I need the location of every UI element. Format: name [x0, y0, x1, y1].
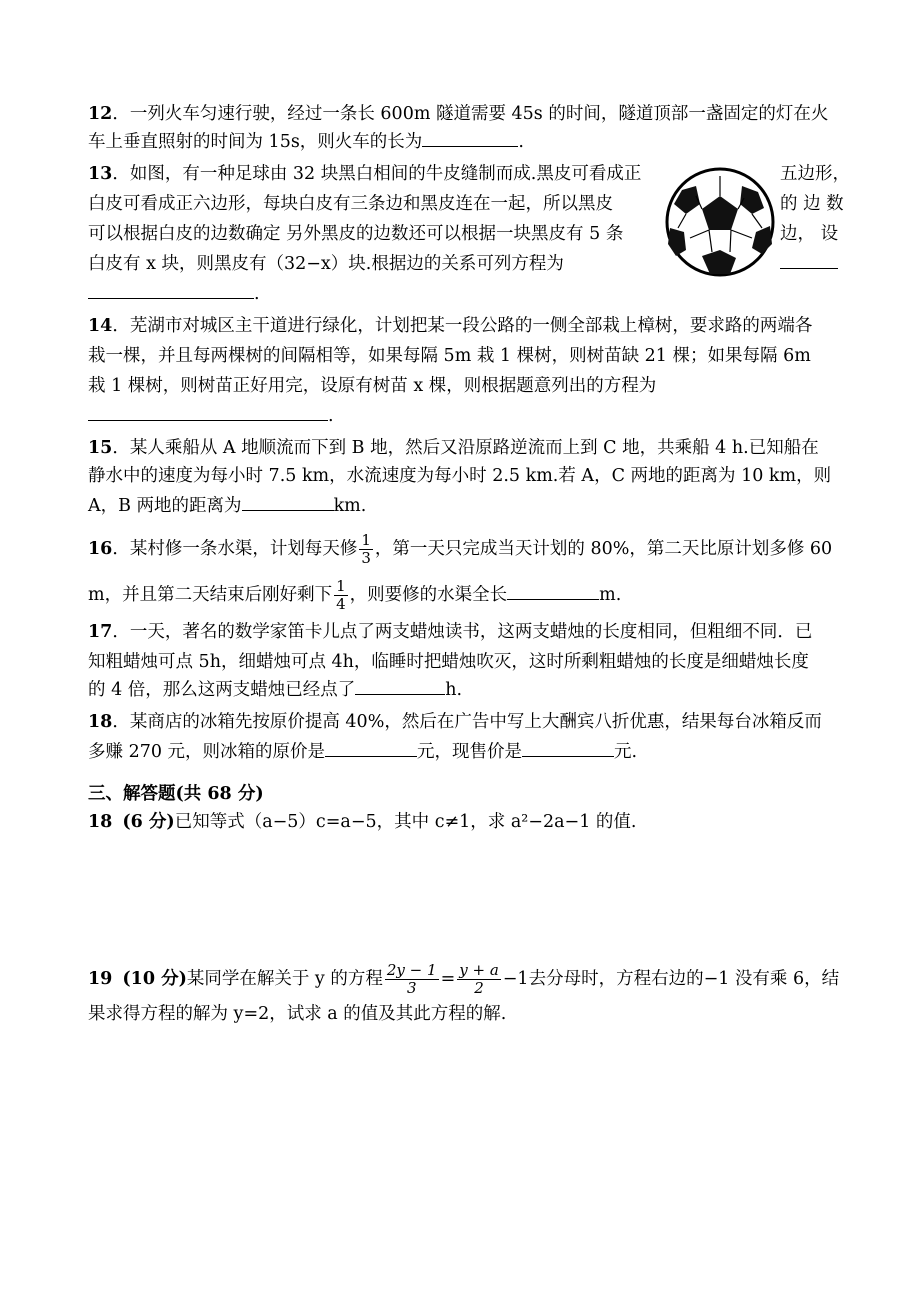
q17-text-3: 的 4 倍，那么这两支蜡烛已经点了	[88, 680, 356, 700]
q13-answer-blank-2[interactable]	[88, 282, 254, 299]
fraction-numerator: 1	[336, 577, 346, 595]
soccer-ball-image	[664, 166, 776, 278]
q15-line-1	[88, 436, 819, 460]
p19-line-2: 果求得方程的解为 y=2，试求 a 的值及其此方程的解.	[88, 1004, 507, 1024]
q14-line-3: 栽 1 棵树，则树苗正好用完，设原有树苗 x 棵，则根据题意列出的方程为	[88, 376, 657, 396]
q18-original-price-blank[interactable]	[325, 740, 417, 757]
q13-text-1: ．如图，有一种足球由 32 块黑白相间的牛皮缝制而成.黑皮可看成正	[112, 164, 642, 184]
q18-text-1: ．某商店的冰箱先按原价提高 40%，然后在广告中写上大酬宾八折优惠，结果每台冰箱反而	[112, 712, 822, 732]
fraction-numerator: y + a	[459, 961, 499, 979]
fraction-numerator: 2y − 1	[386, 961, 437, 979]
q16-unit: m.	[599, 585, 622, 605]
q16-line-1	[88, 532, 832, 567]
equation-fraction-left	[385, 962, 439, 997]
minus-one-term: −1	[502, 969, 529, 989]
q12-line-1	[88, 102, 828, 126]
q13-line-1-right: 五边形，	[780, 164, 850, 184]
q14-line-1	[88, 314, 812, 338]
q17-line-1	[88, 620, 812, 644]
q15-number: 15	[88, 438, 113, 458]
fraction-denominator: 3	[406, 979, 417, 997]
q18-line-1	[88, 710, 822, 734]
q18-text-2b: 元，现售价是	[417, 742, 523, 762]
q16-text-2a: m，并且第二天结束后刚好剩下	[88, 585, 333, 605]
q18-text-2c: 元.	[614, 742, 638, 762]
fraction-one-third	[359, 532, 373, 567]
q15-answer-blank[interactable]	[242, 494, 334, 511]
q15-text-1: ．某人乘船从 A 地顺流而下到 B 地，然后又沿原路逆流而上到 C 地，共乘船 4 h.已知船在	[112, 438, 819, 458]
q13-line-3-right: 边， 设	[780, 224, 839, 244]
q16-number: 16	[88, 539, 113, 559]
q14-text-1: ．芜湖市对城区主干道进行绿化，计划把某一段公路的一侧全部栽上樟树，要求路的两端各	[112, 316, 813, 336]
q15-unit: km.	[333, 496, 367, 516]
q18-current-price-blank[interactable]	[522, 740, 614, 757]
fraction-numerator: 1	[361, 531, 371, 549]
q13-line-4: 白皮有 x 块，则黑皮有（32−x）块.根据边的关系可列方程为	[88, 254, 564, 274]
q13-line-3: 可以根据白皮的边数确定 另外黑皮的边数还可以根据一块黑皮有 5 条	[88, 224, 624, 244]
q16-line-2	[88, 578, 621, 613]
p18-line	[88, 810, 636, 834]
q17-unit: h.	[445, 680, 463, 700]
q16-text-1b: ，第一天只完成当天计划的 80%，第二天比原计划多修 60	[374, 539, 833, 559]
q13-number: 13	[88, 164, 113, 184]
q13-line-5	[88, 282, 260, 306]
q13-line-2-right: 的 边 数	[780, 194, 844, 214]
q13-line-1	[88, 162, 641, 186]
q15-line-3	[88, 494, 366, 518]
p19-text-1b: 去分母时，方程右边的−1 没有乘 6，结	[528, 969, 840, 989]
q14-line-4	[88, 404, 334, 428]
q14-number: 14	[88, 316, 113, 336]
q14-line-2: 栽一棵，并且每两棵树的间隔相等，如果每隔 5m 栽 1 棵树，则树苗缺 21 棵；如果每隔 6m	[88, 346, 811, 366]
q15-line-2: 静水中的速度为每小时 7.5 km，水流速度为每小时 2.5 km.若 A，C 两地的距离为 10 km，则	[88, 466, 832, 486]
fraction-one-quarter	[334, 578, 348, 613]
equation-fraction-right	[457, 962, 501, 997]
q14-period: .	[328, 406, 334, 426]
q12-period: .	[518, 132, 524, 152]
fraction-denominator: 4	[336, 595, 346, 613]
p18-number: 18	[88, 812, 113, 832]
q16-text-2b: ，则要修的水渠全长	[349, 585, 508, 605]
p18-score: (6 分)	[122, 812, 175, 832]
p18-text: 已知等式（a−5）c=a−5，其中 c≠1，求 a²−2a−1 的值.	[174, 812, 637, 832]
p19-number: 19	[88, 969, 113, 989]
q13-line-2: 白皮可看成正六边形，每块白皮有三条边和黑皮连在一起，所以黑皮	[88, 194, 613, 214]
q17-text-1: ．一天，著名的数学家笛卡儿点了两支蜡烛读书，这两支蜡烛的长度相同，但粗细不同．已	[112, 622, 813, 642]
q12-answer-blank[interactable]	[422, 130, 518, 147]
q18-line-2	[88, 740, 637, 764]
q14-answer-blank[interactable]	[88, 404, 328, 421]
q12-text-1: ．一列火车匀速行驶，经过一条长 600m 隧道需要 45s 的时间，隧道顶部一盏固定的灯在火	[112, 104, 829, 124]
fraction-denominator: 3	[361, 549, 371, 567]
q15-text-3: A，B 两地的距离为	[88, 496, 242, 516]
q13-period: .	[254, 284, 260, 304]
q16-text-1a: ．某村修一条水渠，计划每天修	[112, 539, 358, 559]
p19-score: (10 分)	[122, 969, 187, 989]
q17-line-2: 知粗蜡烛可点 5h，细蜡烛可点 4h，临睡时把蜡烛吹灭，这时所剩粗蜡烛的长度是细蜡烛长度	[88, 652, 809, 672]
q12-number: 12	[88, 104, 113, 124]
q13-line-4-right	[780, 252, 838, 276]
q17-number: 17	[88, 622, 113, 642]
q13-answer-blank-1[interactable]	[780, 252, 838, 269]
equals-sign: =	[440, 969, 456, 989]
p19-line-1	[88, 962, 839, 997]
fraction-denominator: 2	[474, 979, 484, 997]
q16-answer-blank[interactable]	[507, 583, 599, 600]
q17-answer-blank[interactable]	[355, 678, 445, 695]
section-3-heading: 三、解答题(共 68 分)	[88, 784, 264, 804]
q18-text-2a: 多赚 270 元，则冰箱的原价是	[88, 742, 326, 762]
q18-number: 18	[88, 712, 113, 732]
p19-text-1a: 某同学在解关于 y 的方程	[186, 969, 383, 989]
q12-text-2: 车上垂直照射的时间为 15s，则火车的长为	[88, 132, 423, 152]
q17-line-3	[88, 678, 462, 702]
q12-line-2	[88, 130, 524, 154]
